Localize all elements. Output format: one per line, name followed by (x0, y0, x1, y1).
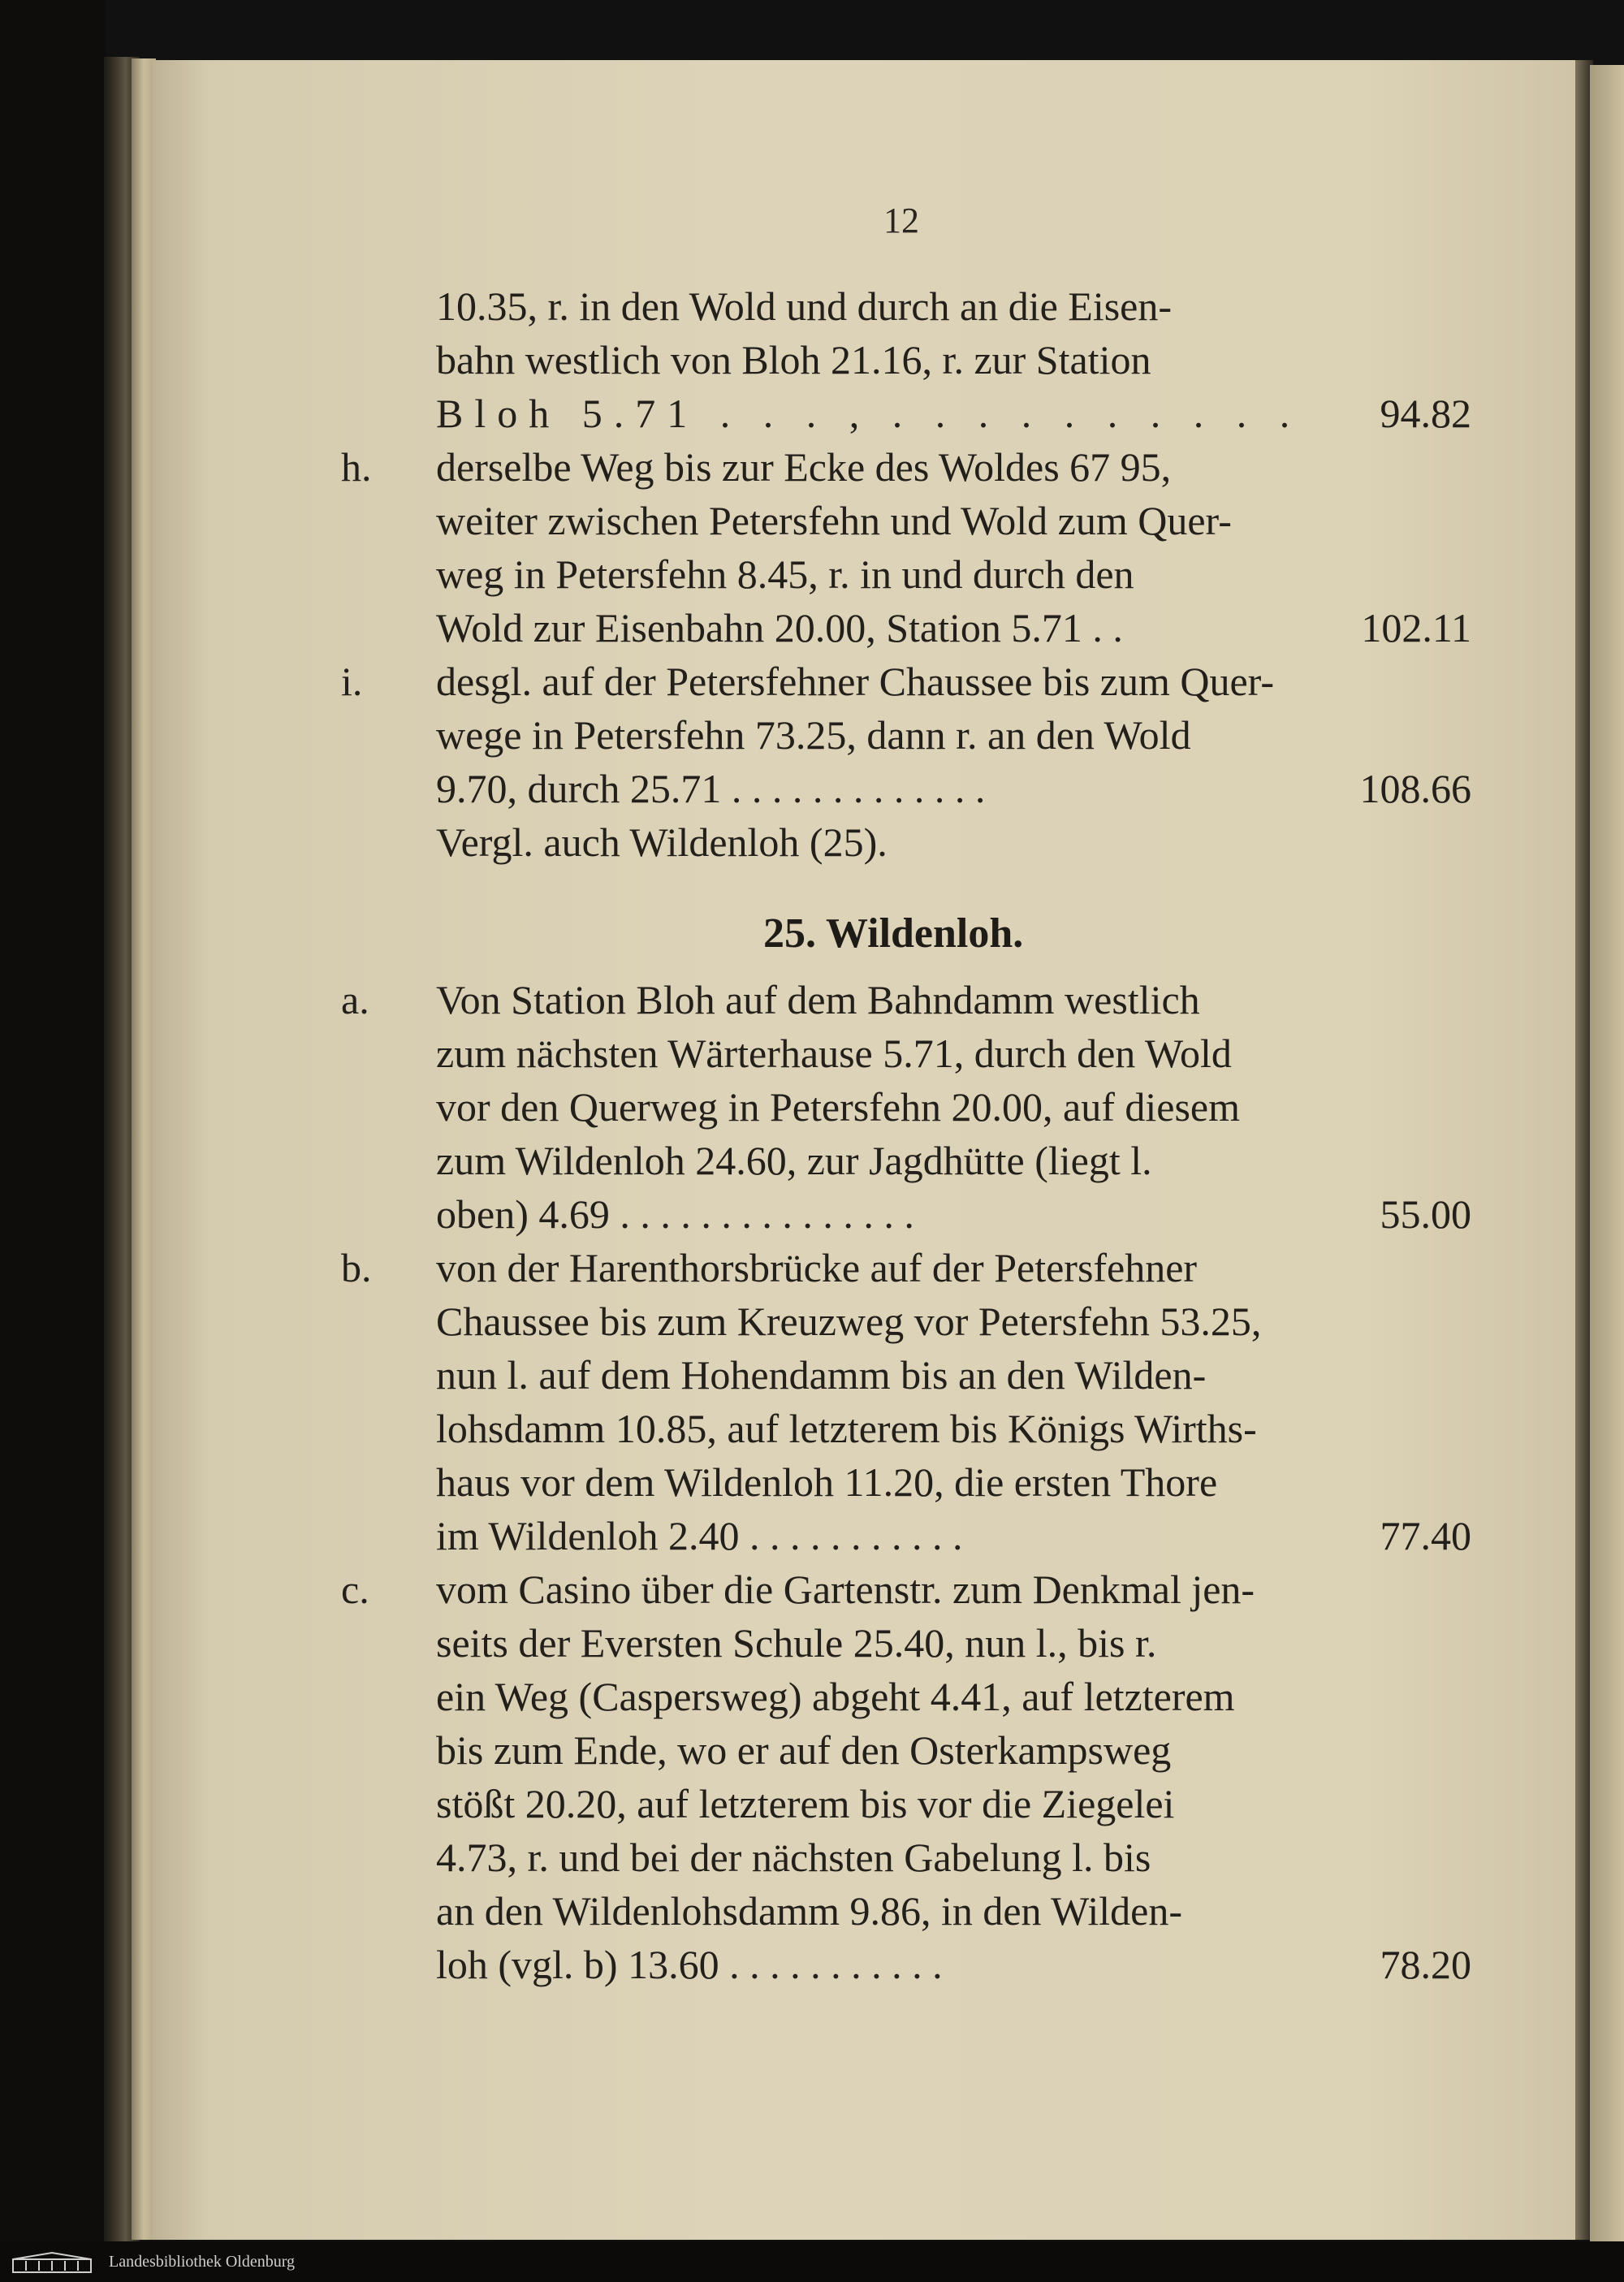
text-line (341, 1298, 1471, 1351)
text-line (341, 1673, 1471, 1727)
text-line (341, 390, 1471, 443)
line-text: derselbe Weg bis zur Ecke des Woldes 67 95, (436, 444, 1172, 490)
line-text: im Wildenloh 2.40 . . . . . . . . . . . (436, 1513, 963, 1558)
text-line (341, 1083, 1471, 1137)
text-line (341, 283, 1471, 336)
line-text: weiter zwischen Petersfehn und Wold zum Quer- (436, 498, 1232, 543)
distance-total: 108.66 (1359, 766, 1471, 811)
line-text: loh (vgl. b) 13.60 . . . . . . . . . . . (436, 1942, 943, 1987)
line-text: vom Casino über die Gartenstr. zum Denkmal jen- (436, 1567, 1255, 1612)
text-line (341, 1941, 1471, 1995)
text-line (341, 1780, 1471, 1834)
text-line (341, 1405, 1471, 1459)
entry-label: c. (341, 1567, 369, 1612)
line-text: ein Weg (Caspersweg) abgeht 4.41, auf letzterem (436, 1674, 1235, 1719)
line-text: oben) 4.69 . . . . . . . . . . . . . . . (436, 1191, 914, 1237)
distance-total: 102.11 (1361, 605, 1471, 650)
text-line (341, 1351, 1471, 1405)
text-line (341, 1030, 1471, 1083)
line-text: an den Wildenlohsdamm 9.86, in den Wilden- (436, 1888, 1182, 1934)
line-text: vor den Querweg in Petersfehn 20.00, auf diesem (436, 1084, 1240, 1130)
entry-label: i. (341, 659, 363, 704)
text-line (341, 1191, 1471, 1244)
entry-b (341, 1244, 1471, 1298)
distance-total: 77.40 (1380, 1513, 1471, 1558)
library-building-icon (11, 2251, 93, 2274)
line-text: lohsdamm 10.85, auf letzterem bis Königs Wirths- (436, 1406, 1257, 1451)
line-text: 4.73, r. und bei der nächsten Gabelung l. bis (436, 1835, 1151, 1880)
entry-label: h. (341, 444, 372, 490)
distance-total: 55.00 (1380, 1191, 1471, 1237)
section-heading: 25. Wildenloh. (763, 910, 1024, 957)
line-text: seits der Eversten Schule 25.40, nun l., bis r. (436, 1620, 1157, 1666)
line-text: Vergl. auch Wildenloh (25). (436, 819, 888, 865)
text-line (341, 336, 1471, 390)
text-line (341, 1887, 1471, 1941)
line-text: Chaussee bis zum Kreuzweg vor Petersfehn 53.25, (436, 1299, 1262, 1344)
line-text: von der Harenthorsbrücke auf der Petersfehner (436, 1245, 1198, 1290)
line-text: 9.70, durch 25.71 . . . . . . . . . . . . . (436, 766, 986, 811)
line-text: Wold zur Eisenbahn 20.00, Station 5.71 . . (436, 605, 1123, 650)
text-line (341, 1727, 1471, 1780)
line-text: Von Station Bloh auf dem Bahndamm westlich (436, 977, 1200, 1022)
distance-total: 94.82 (1380, 391, 1471, 436)
entry-label: a. (341, 977, 369, 1022)
facing-page-edge (1590, 65, 1624, 2241)
line-text: bis zum Ende, wo er auf den Osterkampsweg (436, 1727, 1172, 1773)
library-footer (0, 2241, 1624, 2282)
line-text: Bloh 5.71 . . . , . . . . . . . . . . (436, 391, 1302, 436)
text-line (341, 604, 1471, 658)
scan-background (0, 0, 106, 2241)
text-line (341, 1619, 1471, 1673)
entry-a (341, 976, 1471, 1030)
line-text: 10.35, r. in den Wold und durch an die Eisen- (436, 283, 1173, 329)
line-text: wege in Petersfehn 73.25, dann r. an den Wold (436, 712, 1191, 758)
text-line (341, 711, 1471, 765)
distance-total: 78.20 (1380, 1942, 1471, 1987)
line-text: bahn westlich von Bloh 21.16, r. zur Station (436, 337, 1151, 382)
text-line (341, 1834, 1471, 1887)
entry-h (341, 443, 1471, 497)
line-text: stößt 20.20, auf letzterem bis vor die Ziegelei (436, 1781, 1175, 1826)
text-line (341, 1459, 1471, 1512)
line-text: zum Wildenloh 24.60, zur Jagdhütte (liegt l. (436, 1138, 1152, 1183)
page-number: 12 (883, 201, 919, 240)
text-line (341, 1137, 1471, 1191)
entry-i (341, 658, 1471, 711)
cross-reference-note (341, 819, 1471, 872)
text-line (341, 765, 1471, 819)
text-line (341, 497, 1471, 551)
entry-c (341, 1566, 1471, 1619)
line-text: nun l. auf dem Hohendamm bis an den Wilden- (436, 1352, 1207, 1398)
entry-label: b. (341, 1245, 372, 1290)
line-text: weg in Petersfehn 8.45, r. in und durch den (436, 551, 1134, 597)
line-text: desgl. auf der Petersfehner Chaussee bis zum Quer- (436, 659, 1274, 704)
line-text: zum nächsten Wärterhause 5.71, durch den Wold (436, 1031, 1232, 1076)
library-name: Landesbibliothek Oldenburg (109, 2253, 296, 2271)
line-text: haus vor dem Wildenloh 11.20, die ersten Thore (436, 1459, 1218, 1505)
text-line (341, 1512, 1471, 1566)
text-line (341, 551, 1471, 604)
